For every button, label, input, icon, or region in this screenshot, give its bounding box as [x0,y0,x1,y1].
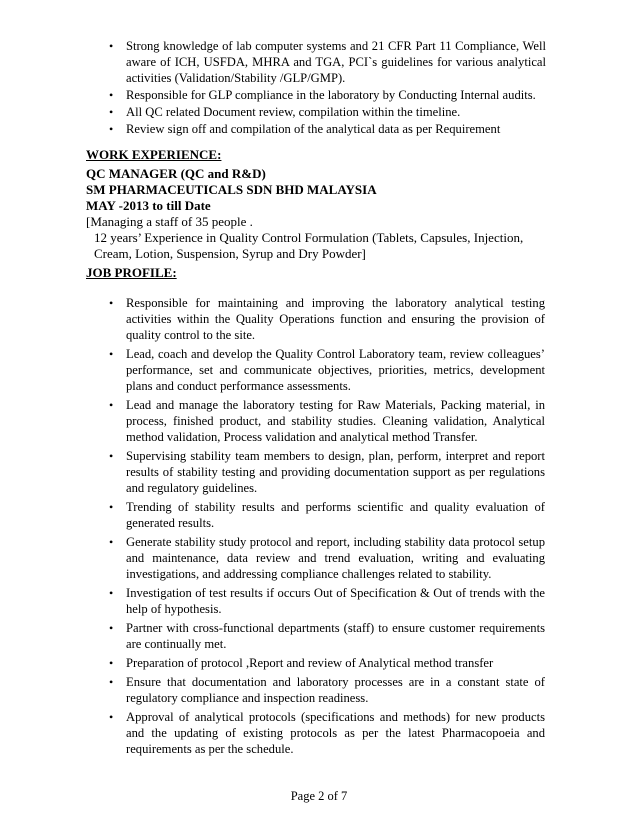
list-item [109,295,545,343]
list-item [109,87,546,103]
bullet-text: Investigation of test results if occurs Out of Specification & Out of trends with the help of hypothesis. [126,586,545,616]
list-item [109,674,545,706]
bullet-icon: • [109,398,114,412]
experience-summary-line: [Managing a staff of 35 people . [86,214,253,229]
bullet-text: Lead, coach and develop the Quality Control Laboratory team, review colleagues’ performance, set and communicate objectives, priorities, metrics, development plans and conduct performance assessments. [126,347,545,393]
job-profile-heading: JOB PROFILE: [86,265,177,280]
bullet-text: Review sign off and compilation of the analytical data as per Requirement [126,122,501,136]
bullet-text: Preparation of protocol ,Report and review of Analytical method transfer [126,656,494,670]
experience-summary-line: Cream, Lotion, Suspension, Syrup and Dry Powder] [94,246,366,261]
bullet-text: Trending of stability results and performs scientific and quality evaluation of generated results. [126,500,545,530]
experience-summary-line: 12 years’ Experience in Quality Control Formulation (Tablets, Capsules, Injection, [94,230,524,245]
list-item [109,104,546,120]
list-item [109,655,545,671]
bullet-icon: • [109,39,114,53]
list-item [109,346,545,394]
bullet-text: Generate stability study protocol and report, including stability data protocol setup and maintenance, data review and trend evaluation, writing and evaluating investigations, and addressing compliance challenges related to stability. [126,535,545,581]
job-profile-list [109,295,545,760]
bullet-icon: • [109,710,114,724]
bullet-icon: • [109,656,114,670]
bullet-icon: • [109,347,114,361]
bullet-text: Ensure that documentation and laboratory processes are in a constant state of regulatory compliance and inspection readiness. [126,675,545,705]
bullet-icon: • [109,122,114,136]
bullet-icon: • [109,535,114,549]
bullet-text: Responsible for maintaining and improving the laboratory analytical testing activities within the Quality Operations function and ensuring the provision of quality control to the site. [126,296,545,342]
bullet-icon: • [109,621,114,635]
list-item [109,499,545,531]
bullet-icon: • [109,586,114,600]
work-experience-heading: WORK EXPERIENCE: [86,147,222,162]
bullet-icon: • [109,105,114,119]
bullet-icon: • [109,296,114,310]
bullet-text: Partner with cross-functional departments (staff) to ensure customer requirements are continually met. [126,621,545,651]
list-item [109,709,545,757]
list-item [109,620,545,652]
bullet-text: All QC related Document review, compilation within the timeline. [126,105,461,119]
page-number: Page 2 of 7 [290,789,348,803]
bullet-icon: • [109,88,114,102]
bullet-text: Approval of analytical protocols (specifications and methods) for new products and the updating of existing protocols as per the latest Pharmacopoeia and requirements as per the schedule. [126,710,545,756]
bullet-icon: • [109,675,114,689]
bullet-icon: • [109,449,114,463]
list-item [109,448,545,496]
bullet-text: Lead and manage the laboratory testing for Raw Materials, Packing material, in process, finished product, and stability studies. Cleaning validation, Analytical method validation, Process validation and analytical method Transfer. [126,398,545,444]
list-item [109,121,546,137]
job-position: QC MANAGER (QC and R&D) [86,166,266,181]
work-experience-block [86,166,556,262]
list-item [109,585,545,617]
bullet-text: Strong knowledge of lab computer systems and 21 CFR Part 11 Compliance, Well aware of ICH, USFDA, MHRA and TGA, PCI`s guidelines for various analytical activities (Validation/Stability /GLP/GMP). [126,39,546,85]
bullet-text: Supervising stability team members to design, plan, perform, interpret and report results of stability testing and providing documentation support as per regulations and regulatory guidelines. [126,449,545,495]
company-name: SM PHARMACEUTICALS SDN BHD MALAYSIA [86,182,377,197]
bullet-text: Responsible for GLP compliance in the laboratory by Conducting Internal audits. [126,88,536,102]
list-item [109,397,545,445]
bullet-icon: • [109,500,114,514]
list-item [109,38,546,86]
skills-bullet-list [109,38,546,137]
list-item [109,534,545,582]
employment-dates: MAY -2013 to till Date [86,198,211,213]
